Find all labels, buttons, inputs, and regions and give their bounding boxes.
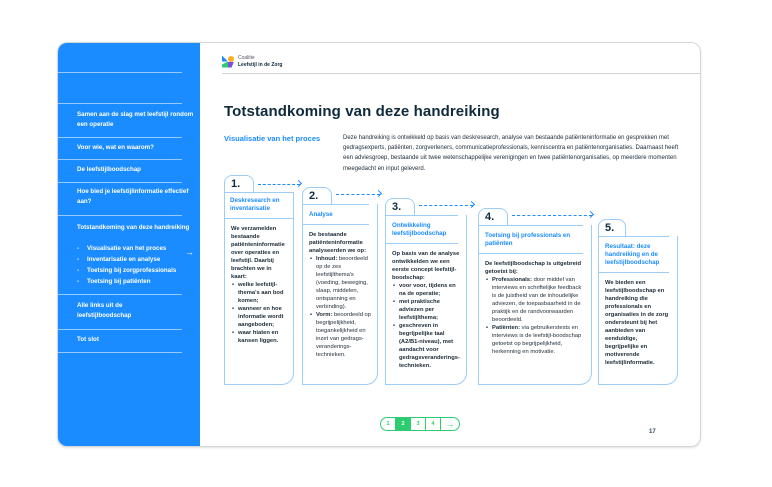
sidebar-nav [58,43,200,446]
divider [58,294,182,295]
bullet-item: • Professionals: door middel van interviews en schriftelijke feedback is de juistheid van de inhoudelijke adviezen, de toepasbaarheid in de praktijk en de randvoorwaarden beoordeeld. [485,276,585,324]
step-4-title: Toetsing bij professionals en patiënten [479,225,583,254]
section-title: Visualisatie van het proces [224,134,321,143]
header-divider [222,73,701,74]
brand-line-1: Coalitie [238,55,255,61]
step-body-text: De bestaande patiënteninformatie analyseerden we op: [309,232,367,254]
arrow-right-icon: → [185,247,194,257]
divider [58,352,182,353]
step-5-title: Resultaat: deze handreiking en de leefstijlboodschap [599,236,669,273]
intro-paragraph: Deze handreiking is ontwikkeld op basis van deskresearch, analyse van bestaande patiënteninformatie en gesprekken met gedragsexperts, patiënten, zorgverleners, communicatieprofessionals, kenniscentra en patiëntenorganisaties. Daarnaast heeft een adviesgroep, bestaande uit twee wetenschappelijke verenigingen en twee patiëntenorganisaties, op meerdere momenten meegedacht en input geleverd. [343,135,679,172]
page-number: 17 [649,429,656,435]
step-3-body [386,244,466,370]
dashed-arrow-icon [512,215,592,216]
divider [58,159,182,160]
step-5-card [598,236,678,385]
dashed-arrow-icon [258,184,300,185]
brand-logo-block [222,55,282,68]
step-5-number: 5. [598,219,626,237]
bullet-item: • waar hiaten en kansen liggen. [231,329,287,345]
page-button-4[interactable]: 4 [426,418,441,430]
step-2-body [303,225,377,359]
pagination [380,417,460,431]
step-4-card [478,225,592,385]
sidebar-subitem-label: Toetsing bij zorgprofessionals [87,267,177,274]
step-1-number: 1. [224,175,254,193]
step-body-text: We bieden een leefstijlboodschap en handreiking die professionals en organisaties in de zorg ondersteunt bij het aanbieden van eenduidige, begrijpelijke en motiverende leefstijlinformatie. [605,280,669,366]
page-title: Totstandkoming van deze handreiking [224,103,500,120]
dash: - [77,278,80,285]
bullet-item: • Inhoud: beoordeeld op de zes leefstijlthema's (voeding, beweging, slaap, middelen, ontspanning en verbinding). [309,255,371,311]
step-body-text: We verzamelden bestaande patiënteninformatie over operaties en leefstijl. Daarbij brachten we in kaart: [231,226,285,280]
dash: - [77,245,80,252]
bullet-item: • wanneer en hoe informatie wordt aangeboden; [231,305,287,329]
sidebar-subitem-toetsing-zorgprofessionals[interactable] [77,266,199,276]
divider [58,72,182,73]
dash: - [77,256,80,263]
step-1-title: Deskresearch en inventarisatie [224,192,293,219]
sidebar-item-hoe-bied-je[interactable]: Hoe bied je leefstijlinformatie effectief aan? [77,188,189,205]
sidebar-item-alle-links[interactable]: Alle links uit de leefstijlboodschap [77,302,132,319]
step-3-title: Ontwikkeling leefstijlboodschap [386,215,458,244]
bullet-item: • geschreven in begrijpelijke taal (A2/B1-niveau), met aandacht voor gedragsveranderings-technieken. [392,322,460,370]
bullet-item: • Patiënten: via gebruikerstests en interviews is de leefstijl-boodschap getoetst op begrijpelijkheid, herkenning en motivatie. [485,324,585,356]
step-2-number: 2. [302,187,332,205]
step-2-card [302,204,378,385]
dashed-arrow-icon [419,205,473,206]
sidebar-subitem-label: Visualisatie van het proces [87,245,167,252]
sidebar-subitem-visualisatie[interactable] [77,244,199,254]
sidebar-subitem-label: Inventarisatie en analyse [87,256,161,263]
sidebar-item-leefstijlboodschap[interactable]: De leefstijlboodschap [77,166,141,173]
step-5-body [599,273,677,367]
coalitie-logo-icon [222,56,234,68]
sidebar-subitem-inventarisatie[interactable] [77,255,199,265]
sidebar-item-voor-wie[interactable]: Voor wie, wat en waarom? [77,144,154,151]
bullet-item: • met praktische adviezen per leefstijlthema; [392,298,460,322]
dash: - [77,267,80,274]
step-3-card [385,215,467,385]
dashed-arrow-icon [336,194,380,195]
brand-line-2: Leefstijl in de Zorg [238,61,283,68]
divider [58,182,182,183]
step-1-body [225,219,293,345]
step-2-title: Analyse [303,204,369,225]
next-page-arrow-icon[interactable]: → [445,419,455,429]
step-4-body [479,254,591,356]
step-body-text: De leefstijlboodschap is uitgebreid getoetst bij: [485,261,581,275]
step-body-text: Op basis van de analyse ontwikkelden we een eerste concept leefstijl-boodschap: [392,251,460,281]
sidebar-item-samen-aan-de-slag[interactable]: Samen aan de slag met leefstijl rondom een operatie [77,111,194,128]
page-button-3[interactable]: 3 [411,418,426,430]
bullet-item: • voor voor, tijdens en na de operatie; [392,282,460,298]
bullet-item: • Vorm: beoordeeld op begrijpelijkheid, toegankelijkheid en inzet van gedrags-veranderings-technieken. [309,311,371,359]
page-button-2[interactable]: 2 [396,418,411,430]
document-page [57,42,701,447]
divider [58,329,182,330]
divider [58,103,182,104]
step-4-number: 4. [478,208,508,226]
bullet-item: • welke leefstijl-thema's aan bod komen; [231,281,287,305]
sidebar-subitem-toetsing-patienten[interactable] [77,277,199,287]
divider [58,137,182,138]
step-3-number: 3. [385,198,415,216]
divider [58,215,182,216]
page-button-1[interactable]: 1 [381,418,396,430]
step-1-card [224,192,294,385]
sidebar-subitem-label: Toetsing bij patiënten [87,278,151,285]
sidebar-item-tot-slot[interactable]: Tot slot [77,336,99,343]
sidebar-item-totstandkoming[interactable]: Totstandkoming van deze handreiking [77,224,190,231]
